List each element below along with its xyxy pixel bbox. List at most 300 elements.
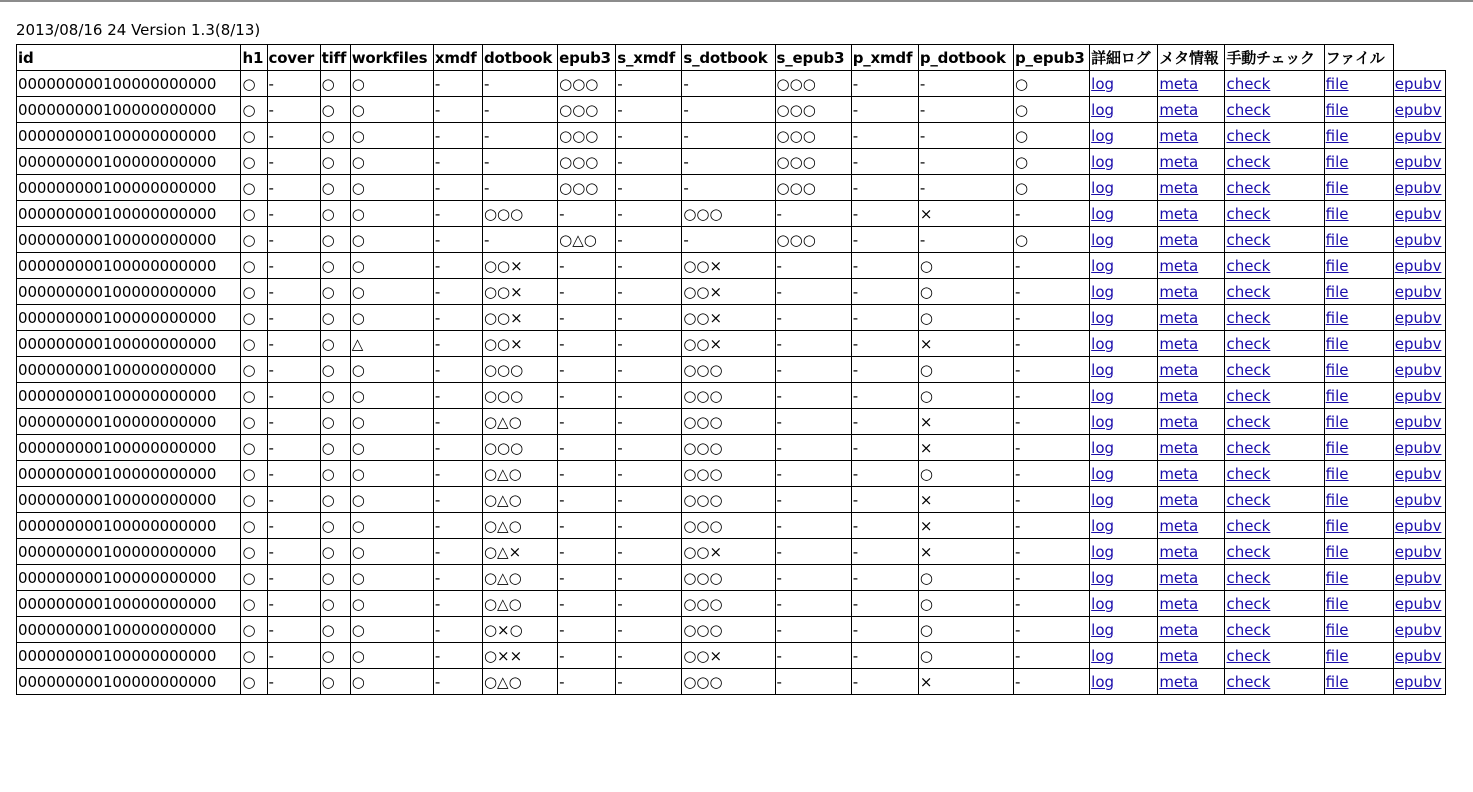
- file-link[interactable]: file: [1325, 308, 1349, 327]
- cell-tiff: ○: [320, 591, 350, 617]
- cell-id: 000000000100000000000: [17, 617, 241, 643]
- meta-link[interactable]: meta: [1159, 516, 1199, 535]
- log-link[interactable]: log: [1091, 334, 1115, 353]
- log-link[interactable]: log: [1091, 386, 1115, 405]
- cell-p-dotbook: ○: [918, 253, 1013, 279]
- cell-xmdf: -: [433, 539, 482, 565]
- cell-log-link: [1090, 201, 1158, 227]
- cell-log-link: [1090, 175, 1158, 201]
- cell-p-dotbook: ×: [918, 539, 1013, 565]
- cell-epub3: -: [558, 279, 616, 305]
- log-link[interactable]: log: [1091, 672, 1115, 691]
- log-link[interactable]: log: [1091, 178, 1115, 197]
- cell-p-epub3: -: [1014, 487, 1090, 513]
- cell-epubv-link: [1393, 643, 1445, 669]
- cell-workfiles: △: [350, 331, 433, 357]
- file-link[interactable]: file: [1325, 672, 1349, 691]
- cell-check-link: [1225, 383, 1324, 409]
- cell-check-link: [1225, 253, 1324, 279]
- meta-link[interactable]: meta: [1159, 438, 1199, 457]
- table-row: [17, 617, 1446, 643]
- epubv-link[interactable]: epubv: [1394, 178, 1442, 197]
- cell-cover: -: [267, 357, 320, 383]
- check-link[interactable]: check: [1226, 152, 1271, 171]
- table-body: [17, 71, 1446, 695]
- cell-s-dotbook: ○○×: [682, 305, 775, 331]
- log-link[interactable]: log: [1091, 152, 1115, 171]
- cell-workfiles: ○: [350, 435, 433, 461]
- cell-file-link: [1324, 617, 1393, 643]
- cell-epub3: -: [558, 409, 616, 435]
- epubv-link[interactable]: epubv: [1394, 282, 1442, 301]
- check-link[interactable]: check: [1226, 646, 1271, 665]
- table-row: [17, 487, 1446, 513]
- meta-link[interactable]: meta: [1159, 308, 1199, 327]
- cell-xmdf: -: [433, 71, 482, 97]
- check-link[interactable]: check: [1226, 542, 1271, 561]
- check-link[interactable]: check: [1226, 178, 1271, 197]
- file-link[interactable]: file: [1325, 464, 1349, 483]
- cell-s-dotbook: ○○○: [682, 617, 775, 643]
- cell-s-epub3: -: [775, 539, 851, 565]
- epubv-link[interactable]: epubv: [1394, 334, 1442, 353]
- col-header-p-dotbook: p_dotbook: [918, 45, 1013, 71]
- meta-link[interactable]: meta: [1159, 646, 1199, 665]
- meta-link[interactable]: meta: [1159, 594, 1199, 613]
- file-link[interactable]: file: [1325, 126, 1349, 145]
- cell-epub3: -: [558, 331, 616, 357]
- file-link[interactable]: file: [1325, 100, 1349, 119]
- cell-log-link: [1090, 539, 1158, 565]
- file-link[interactable]: file: [1325, 230, 1349, 249]
- meta-link[interactable]: meta: [1159, 230, 1199, 249]
- cell-dotbook: -: [482, 149, 557, 175]
- cell-id: 000000000100000000000: [17, 71, 241, 97]
- cell-dotbook: ○△○: [482, 591, 557, 617]
- meta-link[interactable]: meta: [1159, 74, 1199, 93]
- col-header-blank: [1393, 45, 1445, 71]
- cell-xmdf: -: [433, 565, 482, 591]
- cell-epubv-link: [1393, 409, 1445, 435]
- cell-s-dotbook: -: [682, 175, 775, 201]
- check-link[interactable]: check: [1226, 230, 1271, 249]
- cell-log-link: [1090, 461, 1158, 487]
- cell-s-dotbook: ○○○: [682, 461, 775, 487]
- log-link[interactable]: log: [1091, 490, 1115, 509]
- epubv-link[interactable]: epubv: [1394, 74, 1442, 93]
- log-link[interactable]: log: [1091, 74, 1115, 93]
- cell-cover: -: [267, 279, 320, 305]
- file-link[interactable]: file: [1325, 152, 1349, 171]
- cell-check-link: [1225, 643, 1324, 669]
- cell-s-dotbook: -: [682, 149, 775, 175]
- epubv-link[interactable]: epubv: [1394, 672, 1442, 691]
- cell-dotbook: ○△×: [482, 539, 557, 565]
- cell-check-link: [1225, 279, 1324, 305]
- cell-log-link: [1090, 643, 1158, 669]
- check-link[interactable]: check: [1226, 464, 1271, 483]
- cell-p-dotbook: ○: [918, 591, 1013, 617]
- cell-file-link: [1324, 279, 1393, 305]
- cell-s-epub3: -: [775, 565, 851, 591]
- cell-p-dotbook: -: [918, 175, 1013, 201]
- file-link[interactable]: file: [1325, 646, 1349, 665]
- cell-meta-link: [1158, 565, 1225, 591]
- cell-meta-link: [1158, 669, 1225, 695]
- cell-s-xmdf: -: [616, 201, 682, 227]
- check-link[interactable]: check: [1226, 672, 1271, 691]
- log-link[interactable]: log: [1091, 516, 1115, 535]
- cell-p-epub3: -: [1014, 331, 1090, 357]
- page-title: 2013/08/16 24 Version 1.3(8/13): [16, 21, 261, 39]
- check-link[interactable]: check: [1226, 100, 1271, 119]
- cell-epub3: -: [558, 383, 616, 409]
- epubv-link[interactable]: epubv: [1394, 646, 1442, 665]
- cell-xmdf: -: [433, 409, 482, 435]
- cell-p-xmdf: -: [851, 643, 918, 669]
- file-link[interactable]: file: [1325, 204, 1349, 223]
- cell-cover: -: [267, 513, 320, 539]
- file-link[interactable]: file: [1325, 568, 1349, 587]
- cell-cover: -: [267, 591, 320, 617]
- cell-meta-link: [1158, 305, 1225, 331]
- file-link[interactable]: file: [1325, 412, 1349, 431]
- log-link[interactable]: log: [1091, 204, 1115, 223]
- cell-cover: -: [267, 409, 320, 435]
- file-link[interactable]: file: [1325, 178, 1349, 197]
- meta-link[interactable]: meta: [1159, 672, 1199, 691]
- meta-link[interactable]: meta: [1159, 464, 1199, 483]
- meta-link[interactable]: meta: [1159, 178, 1199, 197]
- cell-workfiles: ○: [350, 227, 433, 253]
- cell-xmdf: -: [433, 97, 482, 123]
- meta-link[interactable]: meta: [1159, 542, 1199, 561]
- cell-dotbook: ○△○: [482, 669, 557, 695]
- cell-log-link: [1090, 71, 1158, 97]
- check-link[interactable]: check: [1226, 412, 1271, 431]
- cell-tiff: ○: [320, 669, 350, 695]
- table-row: [17, 591, 1446, 617]
- cell-h1: ○: [241, 539, 267, 565]
- cell-epubv-link: [1393, 279, 1445, 305]
- cell-log-link: [1090, 591, 1158, 617]
- meta-link[interactable]: meta: [1159, 620, 1199, 639]
- table-row: [17, 669, 1446, 695]
- file-link[interactable]: file: [1325, 334, 1349, 353]
- cell-s-xmdf: -: [616, 513, 682, 539]
- log-link[interactable]: log: [1091, 568, 1115, 587]
- cell-cover: -: [267, 539, 320, 565]
- log-link[interactable]: log: [1091, 438, 1115, 457]
- cell-tiff: ○: [320, 71, 350, 97]
- cell-log-link: [1090, 383, 1158, 409]
- cell-xmdf: -: [433, 123, 482, 149]
- cell-epubv-link: [1393, 565, 1445, 591]
- cell-h1: ○: [241, 227, 267, 253]
- cell-dotbook: ○△○: [482, 409, 557, 435]
- epubv-link[interactable]: epubv: [1394, 100, 1442, 119]
- epubv-link[interactable]: epubv: [1394, 360, 1442, 379]
- table-row: [17, 123, 1446, 149]
- file-link[interactable]: file: [1325, 74, 1349, 93]
- cell-s-dotbook: ○○×: [682, 643, 775, 669]
- cell-log-link: [1090, 123, 1158, 149]
- epubv-link[interactable]: epubv: [1394, 464, 1442, 483]
- cell-epubv-link: [1393, 617, 1445, 643]
- cell-s-dotbook: ○○×: [682, 539, 775, 565]
- meta-link[interactable]: meta: [1159, 152, 1199, 171]
- meta-link[interactable]: meta: [1159, 386, 1199, 405]
- col-header-dotbook: dotbook: [482, 45, 557, 71]
- cell-s-dotbook: ○○○: [682, 565, 775, 591]
- cell-xmdf: -: [433, 305, 482, 331]
- cell-s-dotbook: -: [682, 123, 775, 149]
- file-link[interactable]: file: [1325, 594, 1349, 613]
- cell-cover: -: [267, 71, 320, 97]
- cell-epub3: -: [558, 487, 616, 513]
- cell-s-xmdf: -: [616, 565, 682, 591]
- cell-h1: ○: [241, 175, 267, 201]
- epubv-link[interactable]: epubv: [1394, 204, 1442, 223]
- epubv-link[interactable]: epubv: [1394, 412, 1442, 431]
- epubv-link[interactable]: epubv: [1394, 490, 1442, 509]
- cell-file-link: [1324, 513, 1393, 539]
- cell-tiff: ○: [320, 643, 350, 669]
- meta-link[interactable]: meta: [1159, 204, 1199, 223]
- check-link[interactable]: check: [1226, 360, 1271, 379]
- col-header-meta-info: メタ情報: [1158, 45, 1225, 71]
- epubv-link[interactable]: epubv: [1394, 516, 1442, 535]
- log-link[interactable]: log: [1091, 464, 1115, 483]
- file-link[interactable]: file: [1325, 438, 1349, 457]
- log-link[interactable]: log: [1091, 308, 1115, 327]
- cell-p-epub3: -: [1014, 565, 1090, 591]
- epubv-link[interactable]: epubv: [1394, 438, 1442, 457]
- meta-link[interactable]: meta: [1159, 282, 1199, 301]
- cell-s-xmdf: -: [616, 71, 682, 97]
- log-link[interactable]: log: [1091, 360, 1115, 379]
- cell-s-epub3: ○○○: [775, 97, 851, 123]
- epubv-link[interactable]: epubv: [1394, 256, 1442, 275]
- cell-id: 000000000100000000000: [17, 513, 241, 539]
- cell-epub3: -: [558, 357, 616, 383]
- cell-s-xmdf: -: [616, 669, 682, 695]
- cell-s-epub3: ○○○: [775, 71, 851, 97]
- cell-cover: -: [267, 97, 320, 123]
- col-header-h1: h1: [241, 45, 267, 71]
- check-link[interactable]: check: [1226, 568, 1271, 587]
- log-link[interactable]: log: [1091, 126, 1115, 145]
- cell-cover: -: [267, 253, 320, 279]
- check-link[interactable]: check: [1226, 620, 1271, 639]
- cell-epubv-link: [1393, 201, 1445, 227]
- cell-meta-link: [1158, 175, 1225, 201]
- cell-epubv-link: [1393, 487, 1445, 513]
- log-link[interactable]: log: [1091, 542, 1115, 561]
- cell-s-epub3: -: [775, 409, 851, 435]
- check-link[interactable]: check: [1226, 594, 1271, 613]
- cell-epubv-link: [1393, 305, 1445, 331]
- cell-h1: ○: [241, 513, 267, 539]
- meta-link[interactable]: meta: [1159, 360, 1199, 379]
- cell-meta-link: [1158, 97, 1225, 123]
- cell-xmdf: -: [433, 279, 482, 305]
- cell-file-link: [1324, 97, 1393, 123]
- cell-file-link: [1324, 565, 1393, 591]
- cell-epubv-link: [1393, 591, 1445, 617]
- cell-tiff: ○: [320, 279, 350, 305]
- cell-s-epub3: -: [775, 461, 851, 487]
- cell-id: 000000000100000000000: [17, 227, 241, 253]
- cell-p-xmdf: -: [851, 539, 918, 565]
- cell-check-link: [1225, 123, 1324, 149]
- cell-s-epub3: -: [775, 669, 851, 695]
- check-link[interactable]: check: [1226, 308, 1271, 327]
- cell-workfiles: ○: [350, 201, 433, 227]
- cell-id: 000000000100000000000: [17, 123, 241, 149]
- cell-s-epub3: -: [775, 617, 851, 643]
- table-row: [17, 383, 1446, 409]
- cell-dotbook: -: [482, 71, 557, 97]
- check-link[interactable]: check: [1226, 126, 1271, 145]
- log-link[interactable]: log: [1091, 594, 1115, 613]
- cell-cover: -: [267, 175, 320, 201]
- cell-s-epub3: -: [775, 305, 851, 331]
- cell-meta-link: [1158, 227, 1225, 253]
- epubv-link[interactable]: epubv: [1394, 620, 1442, 639]
- meta-link[interactable]: meta: [1159, 256, 1199, 275]
- meta-link[interactable]: meta: [1159, 334, 1199, 353]
- cell-check-link: [1225, 331, 1324, 357]
- log-link[interactable]: log: [1091, 412, 1115, 431]
- cell-meta-link: [1158, 201, 1225, 227]
- check-link[interactable]: check: [1226, 490, 1271, 509]
- cell-p-dotbook: ○: [918, 279, 1013, 305]
- check-link[interactable]: check: [1226, 74, 1271, 93]
- cell-id: 000000000100000000000: [17, 305, 241, 331]
- cell-epub3: ○○○: [558, 123, 616, 149]
- meta-link[interactable]: meta: [1159, 490, 1199, 509]
- header-row: [17, 45, 1446, 71]
- cell-id: 000000000100000000000: [17, 565, 241, 591]
- cell-s-epub3: -: [775, 253, 851, 279]
- cell-s-epub3: ○○○: [775, 149, 851, 175]
- log-link[interactable]: log: [1091, 256, 1115, 275]
- meta-link[interactable]: meta: [1159, 100, 1199, 119]
- cell-id: 000000000100000000000: [17, 357, 241, 383]
- cell-tiff: ○: [320, 149, 350, 175]
- cell-workfiles: ○: [350, 617, 433, 643]
- epubv-link[interactable]: epubv: [1394, 594, 1442, 613]
- cell-p-xmdf: -: [851, 227, 918, 253]
- check-link[interactable]: check: [1226, 516, 1271, 535]
- cell-workfiles: ○: [350, 123, 433, 149]
- col-header-s-xmdf: s_xmdf: [616, 45, 682, 71]
- cell-log-link: [1090, 227, 1158, 253]
- log-link[interactable]: log: [1091, 282, 1115, 301]
- log-link[interactable]: log: [1091, 100, 1115, 119]
- cell-s-dotbook: ○○○: [682, 201, 775, 227]
- cell-epubv-link: [1393, 435, 1445, 461]
- col-header-p-epub3: p_epub3: [1014, 45, 1090, 71]
- cell-tiff: ○: [320, 357, 350, 383]
- cell-file-link: [1324, 331, 1393, 357]
- file-link[interactable]: file: [1325, 360, 1349, 379]
- check-link[interactable]: check: [1226, 386, 1271, 405]
- cell-file-link: [1324, 123, 1393, 149]
- check-link[interactable]: check: [1226, 438, 1271, 457]
- log-link[interactable]: log: [1091, 620, 1115, 639]
- cell-epubv-link: [1393, 331, 1445, 357]
- epubv-link[interactable]: epubv: [1394, 542, 1442, 561]
- epubv-link[interactable]: epubv: [1394, 230, 1442, 249]
- check-link[interactable]: check: [1226, 334, 1271, 353]
- log-link[interactable]: log: [1091, 646, 1115, 665]
- file-link[interactable]: file: [1325, 386, 1349, 405]
- meta-link[interactable]: meta: [1159, 412, 1199, 431]
- cell-p-xmdf: -: [851, 123, 918, 149]
- cell-s-dotbook: -: [682, 227, 775, 253]
- cell-p-dotbook: -: [918, 97, 1013, 123]
- cell-s-dotbook: ○○○: [682, 591, 775, 617]
- cell-xmdf: -: [433, 461, 482, 487]
- check-link[interactable]: check: [1226, 204, 1271, 223]
- file-link[interactable]: file: [1325, 256, 1349, 275]
- cell-workfiles: ○: [350, 409, 433, 435]
- epubv-link[interactable]: epubv: [1394, 126, 1442, 145]
- cell-s-xmdf: -: [616, 149, 682, 175]
- epubv-link[interactable]: epubv: [1394, 386, 1442, 405]
- cell-s-dotbook: ○○○: [682, 669, 775, 695]
- cell-p-epub3: -: [1014, 461, 1090, 487]
- col-header-detail-log: 詳細ログ: [1090, 45, 1158, 71]
- cell-cover: -: [267, 227, 320, 253]
- file-link[interactable]: file: [1325, 282, 1349, 301]
- cell-tiff: ○: [320, 97, 350, 123]
- cell-s-xmdf: -: [616, 383, 682, 409]
- check-link[interactable]: check: [1226, 256, 1271, 275]
- cell-epubv-link: [1393, 123, 1445, 149]
- cell-epubv-link: [1393, 253, 1445, 279]
- file-link[interactable]: file: [1325, 620, 1349, 639]
- cell-file-link: [1324, 539, 1393, 565]
- cell-h1: ○: [241, 357, 267, 383]
- cell-s-epub3: ○○○: [775, 227, 851, 253]
- cell-s-epub3: -: [775, 435, 851, 461]
- cell-id: 000000000100000000000: [17, 461, 241, 487]
- epubv-link[interactable]: epubv: [1394, 152, 1442, 171]
- cell-meta-link: [1158, 539, 1225, 565]
- log-link[interactable]: log: [1091, 230, 1115, 249]
- file-link[interactable]: file: [1325, 490, 1349, 509]
- cell-p-dotbook: ○: [918, 461, 1013, 487]
- cell-h1: ○: [241, 253, 267, 279]
- cell-meta-link: [1158, 643, 1225, 669]
- cell-tiff: ○: [320, 539, 350, 565]
- file-link[interactable]: file: [1325, 516, 1349, 535]
- epubv-link[interactable]: epubv: [1394, 568, 1442, 587]
- epubv-link[interactable]: epubv: [1394, 308, 1442, 327]
- meta-link[interactable]: meta: [1159, 568, 1199, 587]
- file-link[interactable]: file: [1325, 542, 1349, 561]
- check-link[interactable]: check: [1226, 282, 1271, 301]
- cell-s-xmdf: -: [616, 253, 682, 279]
- cell-workfiles: ○: [350, 669, 433, 695]
- cell-file-link: [1324, 305, 1393, 331]
- meta-link[interactable]: meta: [1159, 126, 1199, 145]
- cell-p-epub3: ○: [1014, 149, 1090, 175]
- cell-xmdf: -: [433, 513, 482, 539]
